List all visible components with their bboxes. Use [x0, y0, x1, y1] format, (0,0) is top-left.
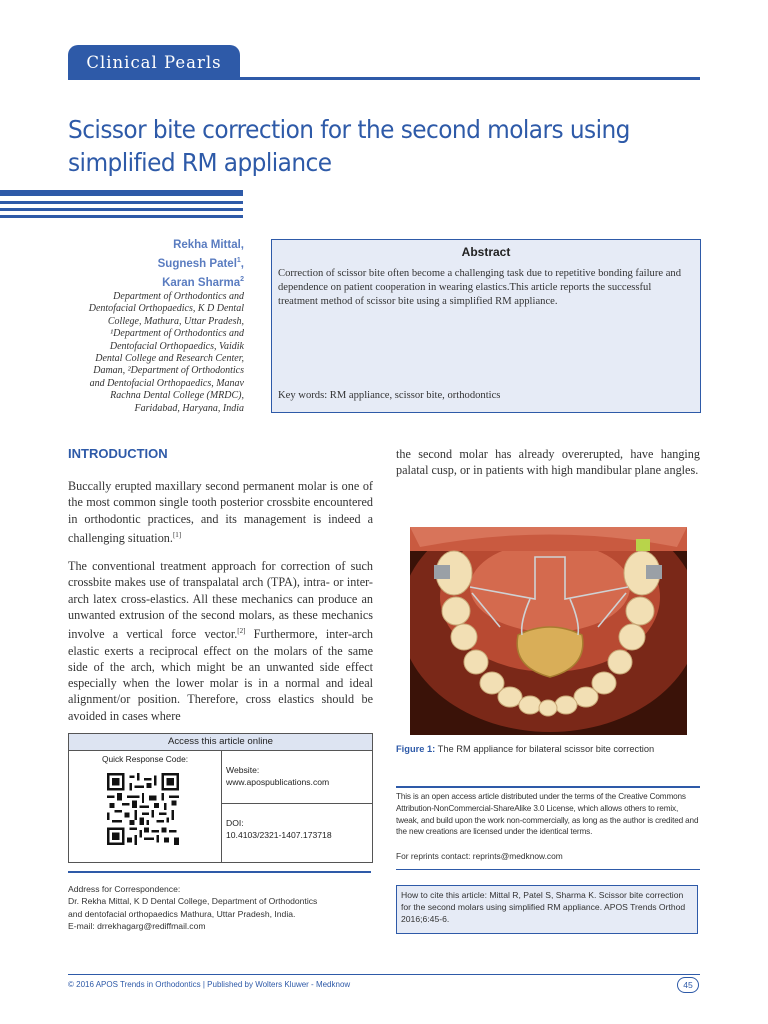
paragraph — [68, 558, 373, 724]
figure-photo-rm-appliance — [410, 527, 687, 735]
abstract-box — [271, 239, 701, 413]
correspondence-line: and dentofacial orthopaedics Mathura, Uttar Pradesh, India. — [68, 908, 296, 919]
correspondence-address — [68, 883, 388, 932]
website-link[interactable]: www.apospublications.com — [226, 777, 330, 787]
affiliation-line: College, Mathura, Uttar Pradesh, — [107, 315, 244, 327]
citation-ref[interactable]: [2] — [237, 627, 246, 636]
affiliation-line: Daman, ²Department of Orthodontics — [93, 365, 244, 377]
open-access-notice: This is an open access article distributed under the terms of the Creative Commons Attribution-NonCommercial-ShareAlike 3.0 License, which allows others to remix, tweak, and build upon the work non-commercially, as long as the author is credited and the new creations are licensed under the identical terms. — [396, 792, 699, 837]
affiliation-line: Dentofacial Orthopaedics, Vaidik — [109, 340, 244, 352]
article-title — [68, 113, 673, 179]
citation-ref[interactable]: [1] — [172, 530, 182, 539]
stripe — [0, 208, 243, 211]
paragraph — [68, 478, 373, 546]
affiliations — [60, 291, 244, 415]
article-title-line1: Scissor bite correction for the second molars using — [68, 115, 630, 144]
qr-code-cell — [69, 751, 222, 862]
website-label: Website: — [226, 765, 260, 775]
author-name-text: Sugnesh Patel — [157, 257, 237, 270]
abstract-body: Correction of scissor bite often become a challenging task due to repetitive bonding failure and dependence on patient cooperation in wearing elastics.This article reports the successful treatment method of scissor bite using a simplified RM appliance. — [278, 268, 682, 307]
author-name: Sugnesh Patel$^1$, — [157, 257, 244, 270]
header-rule — [68, 77, 700, 80]
stripe — [0, 215, 243, 218]
author-name: Rekha Mittal, — [173, 239, 244, 251]
footer-copyright: © 2016 APOS Trends in Orthodontics | Published by Wolters Kluwer - Medknow — [68, 980, 351, 989]
section-tab — [68, 45, 240, 79]
author-list — [60, 238, 244, 291]
paragraph-text: The conventional treatment approach for correction of such crossbite makes use of transpalatal arch (TPA), intra- or inter-arch latex cross-elastics. All these mechanics can produce an unwanted extrusion of the second molars, as these mechanics involve a vertical force vector. — [68, 559, 373, 642]
author-name — [60, 272, 244, 291]
affiliation-line: ¹Department of Orthodontics and — [110, 328, 244, 340]
qr-code-icon[interactable] — [107, 773, 179, 845]
divider — [68, 871, 371, 873]
divider — [396, 786, 700, 788]
divider — [396, 869, 700, 870]
qr-code-label: Quick Response Code: — [101, 754, 189, 764]
paragraph-text: Furthermore, inter-arch elastic exerts a reciprocal effect on the molars of the same side of the arch, which might be an unwanted side effect especially when the lower molar is in a normal and ideal alignment/or position. Therefore, cross elastics should be avoided in cases where — [68, 627, 373, 723]
doi-label: DOI: — [226, 818, 244, 828]
paragraph: the second molar has already overerupted, have hanging palatal cusp, or in patients with high mandibular plane angles. — [396, 447, 700, 478]
correspondence-heading: Address for Correspondence: — [68, 884, 181, 894]
stripe — [0, 201, 243, 204]
affiliation-line: Faridabad, Haryana, India — [134, 402, 244, 414]
article-title-line2: simplified RM appliance — [68, 148, 332, 177]
stripe — [0, 190, 243, 196]
paragraph-text: Buccally erupted maxillary second permanent molar is one of the most common single tooth posterior crossbite encountered in orthodontic practices, and its management is indeed a challenging situation. — [68, 479, 373, 545]
section-heading-introduction: INTRODUCTION — [68, 446, 168, 461]
affiliation-line: Dentofacial Orthopaedics, K D Dental — [88, 303, 244, 315]
reprints-contact: For reprints contact: reprints@medknow.com — [396, 851, 563, 861]
affiliation-line: Dental College and Research Center, — [95, 353, 244, 365]
correspondence-line: Dr. Rekha Mittal, K D Dental College, Department of Orthodontics — [68, 896, 318, 907]
abstract-keywords: Key words: RM appliance, scissor bite, orthodontics — [278, 390, 501, 401]
page-number: 45 — [677, 977, 699, 993]
abstract-heading: Abstract — [461, 245, 511, 259]
how-to-cite-box: How to cite this article: Mittal R, Patel S, Sharma K. Scissor bite correction for the second molars using simplified RM appliance. APOS Trends Orthod 2016;6:45-6. — [396, 885, 698, 934]
website-cell — [222, 751, 372, 804]
doi-cell — [222, 804, 372, 862]
figure-caption-text: The RM appliance for bilateral scissor bite correction — [435, 744, 655, 754]
doi-link[interactable]: 10.4103/2321-1407.173718 — [226, 830, 332, 840]
footer-rule — [68, 974, 700, 975]
affiliation-line: Rachna Dental College (MRDC), — [110, 390, 244, 402]
access-article-box — [68, 733, 373, 863]
access-box-heading: Access this article online — [69, 734, 372, 751]
figure-label: Figure 1: — [396, 744, 436, 754]
author-affil-sup: 1 — [236, 257, 241, 264]
correspondence-email[interactable]: E-mail: drrekhagarg@rediffmail.com — [68, 920, 206, 931]
section-tab-label: Clinical Pearls — [86, 52, 222, 72]
author-name-text: Karan Sharma — [162, 276, 241, 289]
affiliation-line: and Dentofacial Orthopaedics, Manav — [89, 377, 244, 389]
figure-caption — [396, 744, 654, 754]
author-affil-sup: 2 — [240, 275, 244, 283]
affiliation-line: Department of Orthodontics and — [113, 291, 244, 302]
